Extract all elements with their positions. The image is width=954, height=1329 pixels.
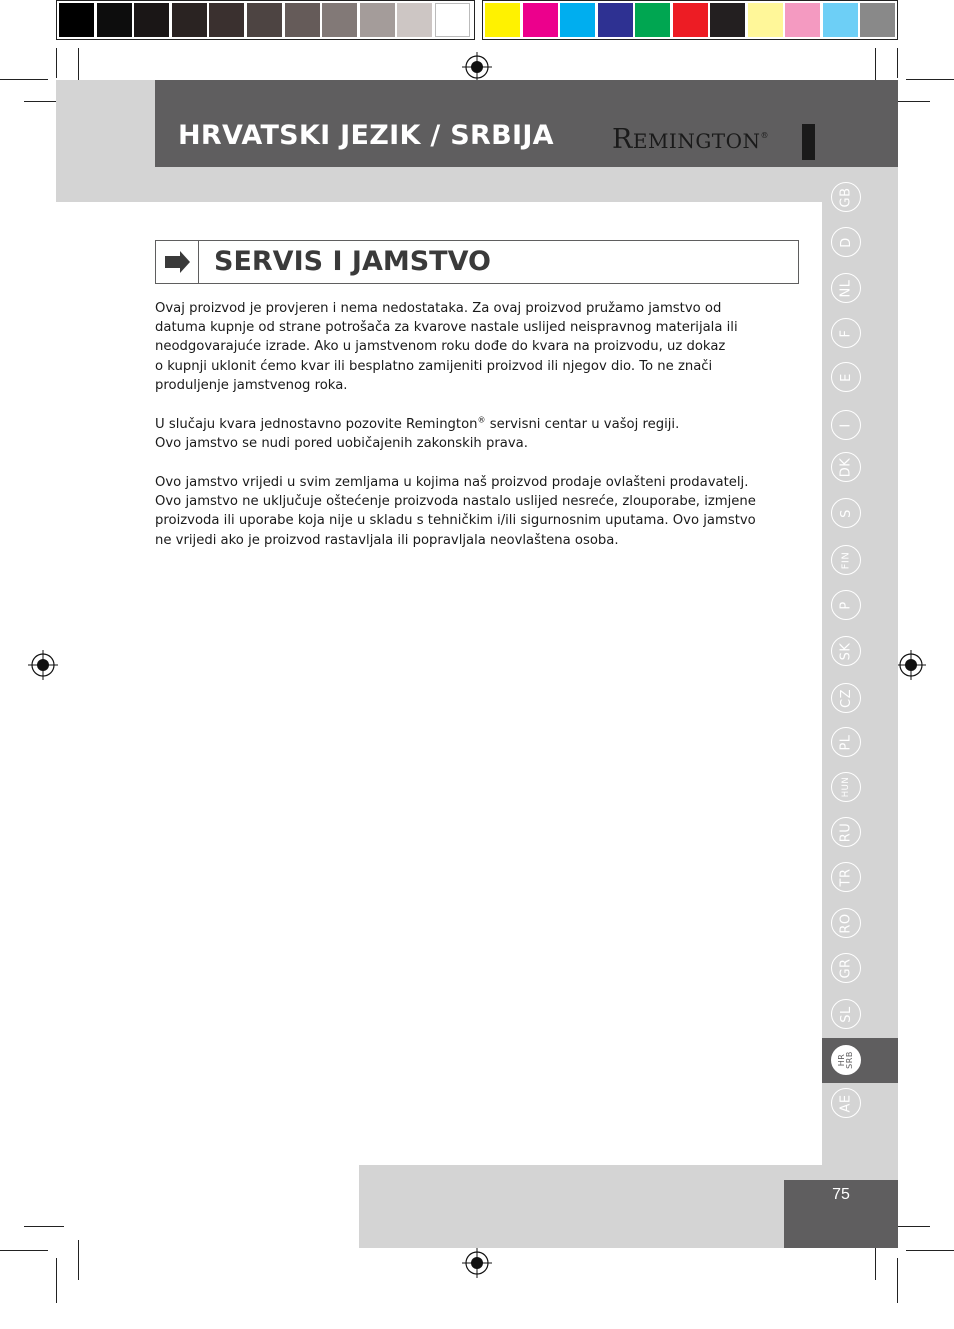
brand-initial: R [612,124,633,155]
language-tab-label: SK [838,642,854,660]
language-tab-fin[interactable] [831,545,861,575]
text-line: Ovo jamstvo vrijedi u svim zemljama u kojima naš proizvod prodaje ovlašteni prodavatelj. [155,475,749,490]
language-tab-nl[interactable] [831,273,861,303]
registration-mark-icon [462,1248,492,1278]
brand-bar [802,124,815,160]
process-swatch [710,3,745,37]
text-line: Ovo jamstvo ne uključuje oštećenje proizvoda nastalo uslijed nesreće, zlouporabe, izmjene [155,494,756,510]
language-tab-tr[interactable] [831,862,861,892]
language-tab-label [838,1051,854,1069]
crop-mark [78,1240,79,1280]
registration-mark-icon [28,650,58,680]
language-tab-label: DK [838,457,854,477]
text-line: neodgovarajuće izrade. Ako u jamstvenom roku dođe do kvara na proizvodu, uz dokaz [155,339,726,355]
language-tab-gb[interactable] [831,182,861,212]
text-fragment: U slučaju kvara jednostavno pozovite Remington [155,417,478,432]
crop-mark [56,1258,57,1303]
language-tab-ae[interactable] [831,1088,861,1118]
language-tab-dk[interactable] [831,452,861,482]
language-tab-pl[interactable] [831,727,861,757]
gray-swatch [134,3,169,37]
language-tab-hun[interactable] [831,772,861,802]
language-tab-ru[interactable] [831,817,861,847]
page-number: 75 [832,1186,850,1203]
language-tab-label: RU [838,822,854,842]
crop-mark [56,48,57,78]
arrow-right-icon [156,241,198,283]
language-tab-label: GR [838,957,854,979]
section-title: SERVIS I JAMSTVO [214,246,491,277]
brand-rest: EMINGTON [632,129,761,153]
trademark-mark: ® [477,415,486,425]
language-tab-label: PL [838,733,854,751]
crop-mark [0,1250,48,1251]
language-tab-sl[interactable] [831,999,861,1029]
gray-swatch [172,3,207,37]
language-tab-cz[interactable] [831,683,861,713]
language-tab-label: FIN [840,551,852,569]
section-arrow-box [155,240,199,284]
language-tab-label: RO [838,912,854,934]
process-swatch [485,3,520,37]
paragraph-warranty-validity [155,473,785,550]
process-swatch [560,3,595,37]
language-tab-label: S [838,508,854,518]
gray-swatch [322,3,357,37]
language-tab-gr[interactable] [831,953,861,983]
crop-mark [24,1226,64,1227]
text-line: proizvoda ili uporabe koja nije u skladu s tehničkim i/ili sigurnosnim uputama. Ovo jamstvo [155,513,756,529]
language-tab-label: P [838,600,854,610]
text-line: Ovaj proizvod je provjeren i nema nedostataka. Za ovaj proizvod pružamo jamstvo od [155,301,722,316]
language-tab-label: GB [838,187,854,207]
brand-logo [612,124,769,155]
text-fragment: servisni centar u vašoj regiji. [485,417,680,432]
process-swatch [860,3,895,37]
registration-mark-icon [462,52,492,82]
text-line [155,415,785,434]
paragraph-warranty-scope [155,299,785,395]
registration-mark-icon [896,650,926,680]
text-line: datuma kupnje od strane potrošača za kvarove nastale uslijed neispravnog materijala ili [155,320,738,336]
language-tab-label: NL [838,279,854,297]
gray-swatch [397,3,432,37]
text-line: ne vrijedi ako je proizvod rastavljala ili popravljala neovlaštena osoba. [155,532,619,548]
gray-swatch [435,3,470,37]
gray-swatch [59,3,94,37]
process-swatch [635,3,670,37]
language-tab-i[interactable] [831,410,861,440]
text-line: Ovo jamstvo se nudi pored uobičajenih zakonskih prava. [155,436,528,452]
language-tab-label: D [838,236,854,248]
language-tab-label: I [838,422,854,428]
language-tab-f[interactable] [831,318,861,348]
gray-swatch [97,3,132,37]
language-tab-label: HUN [840,776,851,798]
process-swatch [748,3,783,37]
gray-swatch [285,3,320,37]
process-swatch [673,3,708,37]
language-tab-sk[interactable] [831,636,861,666]
language-tab-ro[interactable] [831,908,861,938]
crop-mark [906,1250,954,1251]
process-swatch [523,3,558,37]
gray-swatch [360,3,395,37]
page-title: HRVATSKI JEZIK / SRBIJA [178,120,554,151]
process-swatch [598,3,633,37]
process-swatch [785,3,820,37]
language-tab-label-line: SRB [845,1051,854,1069]
gray-swatch [247,3,282,37]
language-tab-label: CZ [838,688,854,708]
text-line: o kupnji uklonit ćemo kvar ili besplatno zamijeniti proizvod ili njegov dio. To ne znači [155,358,713,374]
language-tab-p[interactable] [831,590,861,620]
brand-trademark: ® [760,131,770,140]
language-tab-hr-srb[interactable] [831,1045,861,1075]
paragraph-service-contact [155,415,785,453]
gray-swatch [209,3,244,37]
language-tab-label: F [838,329,854,337]
language-tab-e[interactable] [831,362,861,392]
language-tab-label: E [838,372,854,382]
language-tab-label: TR [838,868,854,886]
language-tab-s[interactable] [831,498,861,528]
crop-mark [897,48,898,78]
process-swatch [823,3,858,37]
crop-mark [906,79,954,80]
crop-mark [0,79,48,80]
language-tab-label: SL [838,1005,854,1023]
language-tab-label-line: HR [837,1053,846,1067]
language-tab-label: AE [838,1093,854,1113]
text-line: produljenje jamstvenog roka. [155,377,348,393]
language-tab-d[interactable] [831,227,861,257]
crop-mark [897,1258,898,1303]
